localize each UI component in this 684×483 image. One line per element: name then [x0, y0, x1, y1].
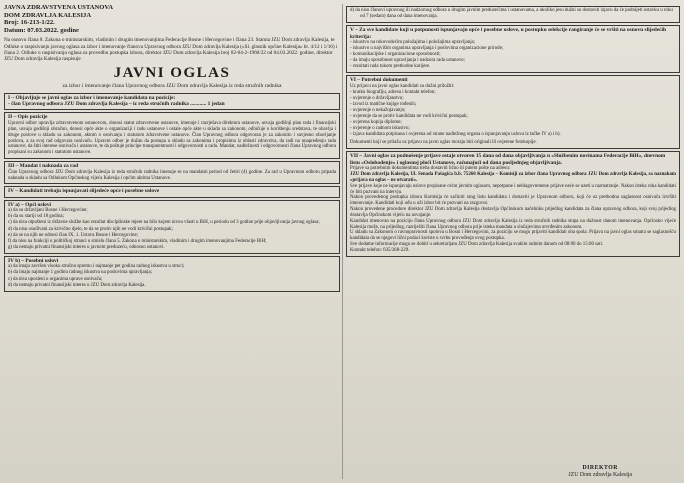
general-condition: d) da nisu osuđivani za krivično djelo, te da se protiv njih ne vodi krivični postupak; [8, 226, 173, 232]
document-item: - uvjerenje da se protiv kandidata ne vodi krivični postupak; [350, 114, 468, 120]
special-condition: d) da nisu članovi upravnog ili nadzornog odbora u drugim javnim preduzećima i ustanovama, a ukoliko jesu dužni su dostaviti izjavu da će podnijeti ostavku u roku od 7 (sedam) dana od dana imenovanja. [350, 8, 673, 20]
general-condition: f) da nisu na funkciji u političkoj stranci u smislu člana 5. Zakona o ministarskim, vladinim i drugim imenovanjima Federacije BiH; [8, 238, 267, 244]
special-condition: a) da imaju završen visoku stručnu spremu i najmanje pet godina radnog iskustva u struci; [8, 264, 185, 270]
right-column [346, 4, 680, 481]
section-4a [4, 200, 340, 254]
document-item: - uvjerenje o radnom iskustvu; [350, 126, 410, 132]
section-2 [4, 112, 340, 159]
section-4-heading: IV – Kandidati trebaju ispunjavati slijedeće opće i posebne uslove [8, 188, 160, 195]
special-condition: c) da nisu uposleni u organima uprave osnivača; [8, 276, 103, 282]
section-7-p4: Nakon provedene procedure direktor JZU Dom zdravlja Kalesija dostavlja Općinskom načelniku prijedlog kandidata za člana upravnog odbora, koji svoj prijedlog dostavlja Općinskom vijeću na usvajanje. [350, 207, 676, 218]
general-condition: g) da nemaju privatni finansijski interes u javnom preduzeću, odnosno ustanovi. [8, 244, 165, 250]
signature-org: JZU Dom zdravlja Kalesija [568, 472, 632, 478]
left-column [4, 4, 340, 481]
section-7-heading: VII – Javni oglas za podnošenje prijave ostaje otvoren 15 dana od dana objavljivanja u »Službenim novinama Federacije BiH«, dnevnom listu »Oslobođenje« i oglasnoj ploči Ustanove, računajući od dana posljednjeg objavljivanja. [350, 153, 666, 166]
criteria-item: - komunikacijske i organizacione sposobnosti; [350, 52, 441, 58]
ad-title: JAVNI OGLAS [113, 65, 231, 82]
section-4 [4, 186, 340, 197]
section-7-contact: Kontakt telefon: 035/368-229. [350, 247, 410, 253]
section-3 [4, 161, 340, 184]
general-condition: b) da su stariji od 18 godina; [8, 214, 64, 220]
section-6-heading: VI – Potrebni dokumenti [350, 77, 408, 84]
section-5 [346, 25, 680, 73]
section-5-heading: V – Za sve kandidate koji u potpunosti ispunjavaju opće i posebne uslove, u postupku selekcije rangiranje će se vršiti na osnovu slijedećih kriterija: [350, 27, 667, 40]
column-divider [342, 4, 343, 479]
document-item: - uvjerenje o nekažnjavanju; [350, 108, 406, 113]
criteria-item: - da imaju sposobnost upravljanja i nadzora rada ustanove; [350, 58, 465, 64]
document-item: - izjava kandidata potpisana i ovjerena od strane nadležnog organa o ispunjavanju uslova iz tačke IV a) i b). [350, 132, 561, 138]
signature-role: DIREKTOR [582, 465, 618, 471]
section-4b-heading: IV b) – Posebni uslovi [8, 257, 59, 264]
document-item: - kratku biografiju, adresu i kontakt telefon; [350, 89, 436, 95]
section-3-text: Član Upravnog odbora JZU Dom zdravlja Kalesija iz reda stručnih radnika imenuje se na mandatni period od četiri (4) godine. Za rad u Upravnom odboru pripada naknada u skladu sa Odlukom Općinskog vijeća Kalesija i općim aktima Ustanove. [8, 169, 336, 181]
section-1-item: - član Upravnog odbora JZU Dom zdravlja Kalesija – iz reda stručnih radnika ............ 1 jedan [8, 101, 225, 107]
section-1 [4, 93, 340, 111]
section-7-p7: Sve dodatne informacije mogu se dobiti u sekretarijatu JZU Dom zdravlja Kalesija svakim radnim danom od 08:00 do 15:00 sati. [350, 242, 604, 248]
general-condition: e) da se na njih ne odnosi član IX. 1. Ustava Bosne i Hercegovine; [8, 232, 138, 238]
header-block [4, 4, 340, 34]
section-7-p3: Nakon provedenog postupka izbora Komisija će sačiniti rang listu kandidata i dostaviti je Upravnom odboru, koji će uz prethodnu saglasnost osnivača izvršiti imenovanje. Kandidati koji uđu u uži izbor bit će pozvani na razgovor. [350, 195, 676, 207]
criteria-item: - rezultati rada tokom prethodne karijere. [350, 64, 431, 70]
general-condition: a) da su državljani Bosne i Hercegovine; [8, 208, 88, 214]
section-2-text: Upravni odbor upravlja zdravstvenom ustanovom, donosi statut zdravstvene ustanove, imenuje i razrješava direktora ustanove, usvaja godišnji plan rada i finansijski plan, usvaja godišnji obračun, donosi opće akte o organizaciji i radu ustanove i ostale opće akte u skladu sa zakonom, odlučuje o korištenju sredstava, te obavlja i druge poslove u skladu sa zakonom, aktom o osnivanju i statutom zdravstvene ustanove. Član Upravnog odbora odgovoran je za zakonito i savjesno obavljanje poslova, a za svoj rad odgovara osnivaču. Upravni odbor je dužan da postupa u skladu sa zakonima i propisima iz oblasti zdravstva, da radi na unapređenju rada ustanove, da štiti interese osnivača i ustanove, te da poštuje principe transparentnosti i odgovornosti u radu. Mandat, nadležnosti i odgovornosti člana Upravnog odbora propisani su zakonom i statutom ustanove. [8, 120, 336, 156]
section-6-note: Dokumenti koji se prilažu uz prijavu na javni oglas moraju biti originali ili ovjerene fotokopije. [350, 140, 537, 146]
section-7-p2: Sve prijave koje ne ispunjavaju uslove propisane ovim javnim oglasom, nepotpune i neblagovremene prijave neće se uzeti u razmatranje. Nakon isteka roka kandidati će biti pozvani na intervju. [350, 183, 676, 195]
criteria-item: - iskustvo na rukovodećim položajima i položajima upravljanja; [350, 40, 476, 45]
section-3-heading: III – Mandat i naknada za rad [8, 163, 79, 170]
section-4b [4, 256, 340, 292]
section-7-address: JZU Dom zdravlja Kalesija, Ul. Senada Pašagića b.b. 75260 Kalesija – Komisiji za izbor člana Upravnog odbora JZU Dom zdravlja Kalesija, sa naznakom »prijava na oglas – ne otvarati«. [350, 171, 676, 183]
signature-block [568, 465, 632, 479]
intro-text: Na osnovu člana 8. Zakona o ministarskim, vladinim i drugim imenovanjima Federacije Bosne i Hercegovine i člana 23. Statuta JZU Dom zdravlja Kalesija, te Odluke o raspisivanju javnog oglasa za izbor i imenovanje članova Upravnog odbora JZU Dom zdravlja Kalesija (»Sl. glasnik općine Kalesija« br. 4/12 i 1/16) i člana 2. Odluke o raspisivanju oglasa za provedbu postupka izbora, direktor JZU Dom zdravlja Kalesija broj 02-04-2-1960/22 od 04.03.2022. godine, direktor JZU Dom zdravlja Kalesija raspisuje [4, 37, 338, 62]
ad-subtitle: za izbor i imenovanje člana Upravnog odbora JZU Dom zdravlja Kalesija iz reda stručnih radnika [62, 83, 282, 90]
header-date: Datum: 07.03.2022. godine [4, 26, 79, 34]
section-7-p5: Kandidat imenovan na poziciju člana Upravnog odbora JZU Dom zdravlja Kalesija iz reda stručnih radnika stupa na dužnost danom imenovanja. Općinsko vijeće Kalesija može, na prijedlog, razriješiti člana Upravnog odbora prije isteka mandata u slučajevima utvrđenim zakonom. [350, 218, 676, 230]
section-6-lead: Uz prijavu na javni oglas kandidati su dužni priložiti: [350, 83, 455, 89]
section-7-p1: Prijave sa potrebnim dokumentima treba dostaviti lično ili putem pošte na adresu: [350, 166, 511, 172]
criteria-item: - iskustvo u najvišim organima upravljanja i poslovima organizacione prirode; [350, 46, 504, 52]
header-number: Broj: 16-213-1/22. [4, 19, 55, 27]
section-4b-continued [346, 6, 680, 23]
header-institution: JAVNA ZDRAVSTVENA USTANOVA [4, 4, 114, 11]
section-2-heading: II – Opis pozicije [8, 114, 48, 121]
section-7 [346, 151, 680, 256]
section-6 [346, 75, 680, 149]
general-condition: c) da nisu otpušteni iz državne službe kao rezultat disciplinske mjere na bilo kojem nivou vlasti u BiH, u periodu od 3 godine prije objavljivanja javnog oglasa; [8, 220, 320, 226]
header-name: DOM ZDRAVLJA KALESIJA [4, 11, 92, 19]
document-item: - izvod iz matične knjige rođenih; [350, 101, 417, 107]
section-4a-heading: IV a) – Opći uslovi [8, 201, 52, 208]
section-7-p6: U skladu sa Zakonom o ravnopravnosti spolova u Bosni i Hercegovini, za poziciju se mogu prijaviti kandidati oba spola. Prijava na javni oglas smatra se saglasnošću kandidata da se njegovi lični podaci koriste u svrhu provođenja ovog postupka. [350, 230, 676, 242]
special-condition: b) da imaju najmanje 1 godinu radnog iskustva na poslovima upravljanja; [8, 270, 152, 276]
document-item: - uvjerenje o državljanstvu; [350, 95, 404, 101]
section-1-heading: I – Objavljuje se javni oglas za izbor i imenovanje kandidata na pozicije: [8, 94, 176, 101]
document-item: - ovjerena kopija diplome; [350, 120, 402, 126]
special-condition: d) da nemaju privatni finansijski interes u JZU Dom zdravlja Kalesija. [8, 282, 146, 288]
